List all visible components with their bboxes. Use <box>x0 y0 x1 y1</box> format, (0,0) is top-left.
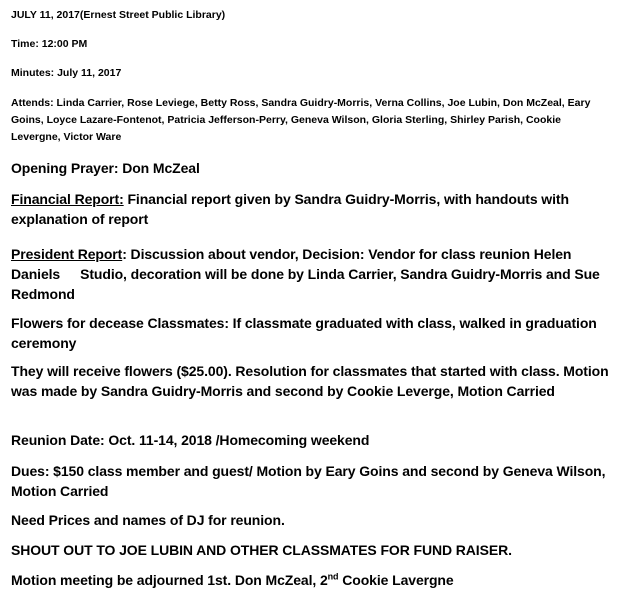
attendees-list: Linda Carrier, Rose Leviege, Betty Ross, Sandra Guidry-Morris, Verna Collins, Joe Lubin, Don McZeal, Eary Goins, Loyce Lazare-Fontenot, Patricia Jefferson-Perry, Geneva Wilson, Gloria Sterling, Shirley Parish, Cookie Levergne, Victor Ware <box>11 97 591 143</box>
opening-prayer: Opening Prayer: Don McZeal <box>11 160 200 176</box>
ordinal-suffix: nd <box>327 571 339 582</box>
attendees-label: Attends: <box>11 97 54 109</box>
meeting-time: Time: 12:00 PM <box>11 38 88 50</box>
minutes-date: Minutes: July 11, 2017 <box>11 67 122 79</box>
attendees <box>11 95 611 146</box>
financial-report-text: Financial report given by Sandra Guidry-Morris, with handouts with explanation of report <box>11 191 569 227</box>
flowers-resolution: They will receive flowers ($25.00). Resolution for classmates that started with class. Motion was made by Sandra Guidry-Morris and second by Cookie Leverge, Motion Carried <box>11 363 609 399</box>
president-report <box>11 244 616 304</box>
shout-out: SHOUT OUT TO JOE LUBIN AND OTHER CLASSMATES FOR FUND RAISER. <box>11 542 512 558</box>
president-report-text-a: : Discussion about vendor, Decision: Vendor for class reunion Helen Daniels <box>11 246 572 282</box>
reunion-date: Reunion Date: Oct. 11-14, 2018 /Homecoming weekend <box>11 432 370 448</box>
meeting-date-place: JULY 11, 2017(Ernest Street Public Library) <box>11 9 226 21</box>
president-report-text-b: Studio, decoration will be done by Linda Carrier, Sandra Guidry-Morris and Sue Redmond <box>11 266 600 302</box>
president-report-heading: President Report <box>11 246 123 262</box>
adjournment <box>11 570 616 590</box>
financial-report-heading: Financial Report: <box>11 191 124 207</box>
financial-report <box>11 189 616 229</box>
adjournment-text-a: Motion meeting be adjourned 1st. Don McZeal, 2 <box>11 572 328 588</box>
adjournment-text-b: Cookie Lavergne <box>342 572 454 588</box>
dues-item: Dues: $150 class member and guest/ Motion by Eary Goins and second by Geneva Wilson, Motion Carried <box>11 463 606 499</box>
dj-item: Need Prices and names of DJ for reunion. <box>11 512 285 528</box>
flowers-item: Flowers for decease Classmates: If classmate graduated with class, walked in graduation ceremony <box>11 315 597 351</box>
